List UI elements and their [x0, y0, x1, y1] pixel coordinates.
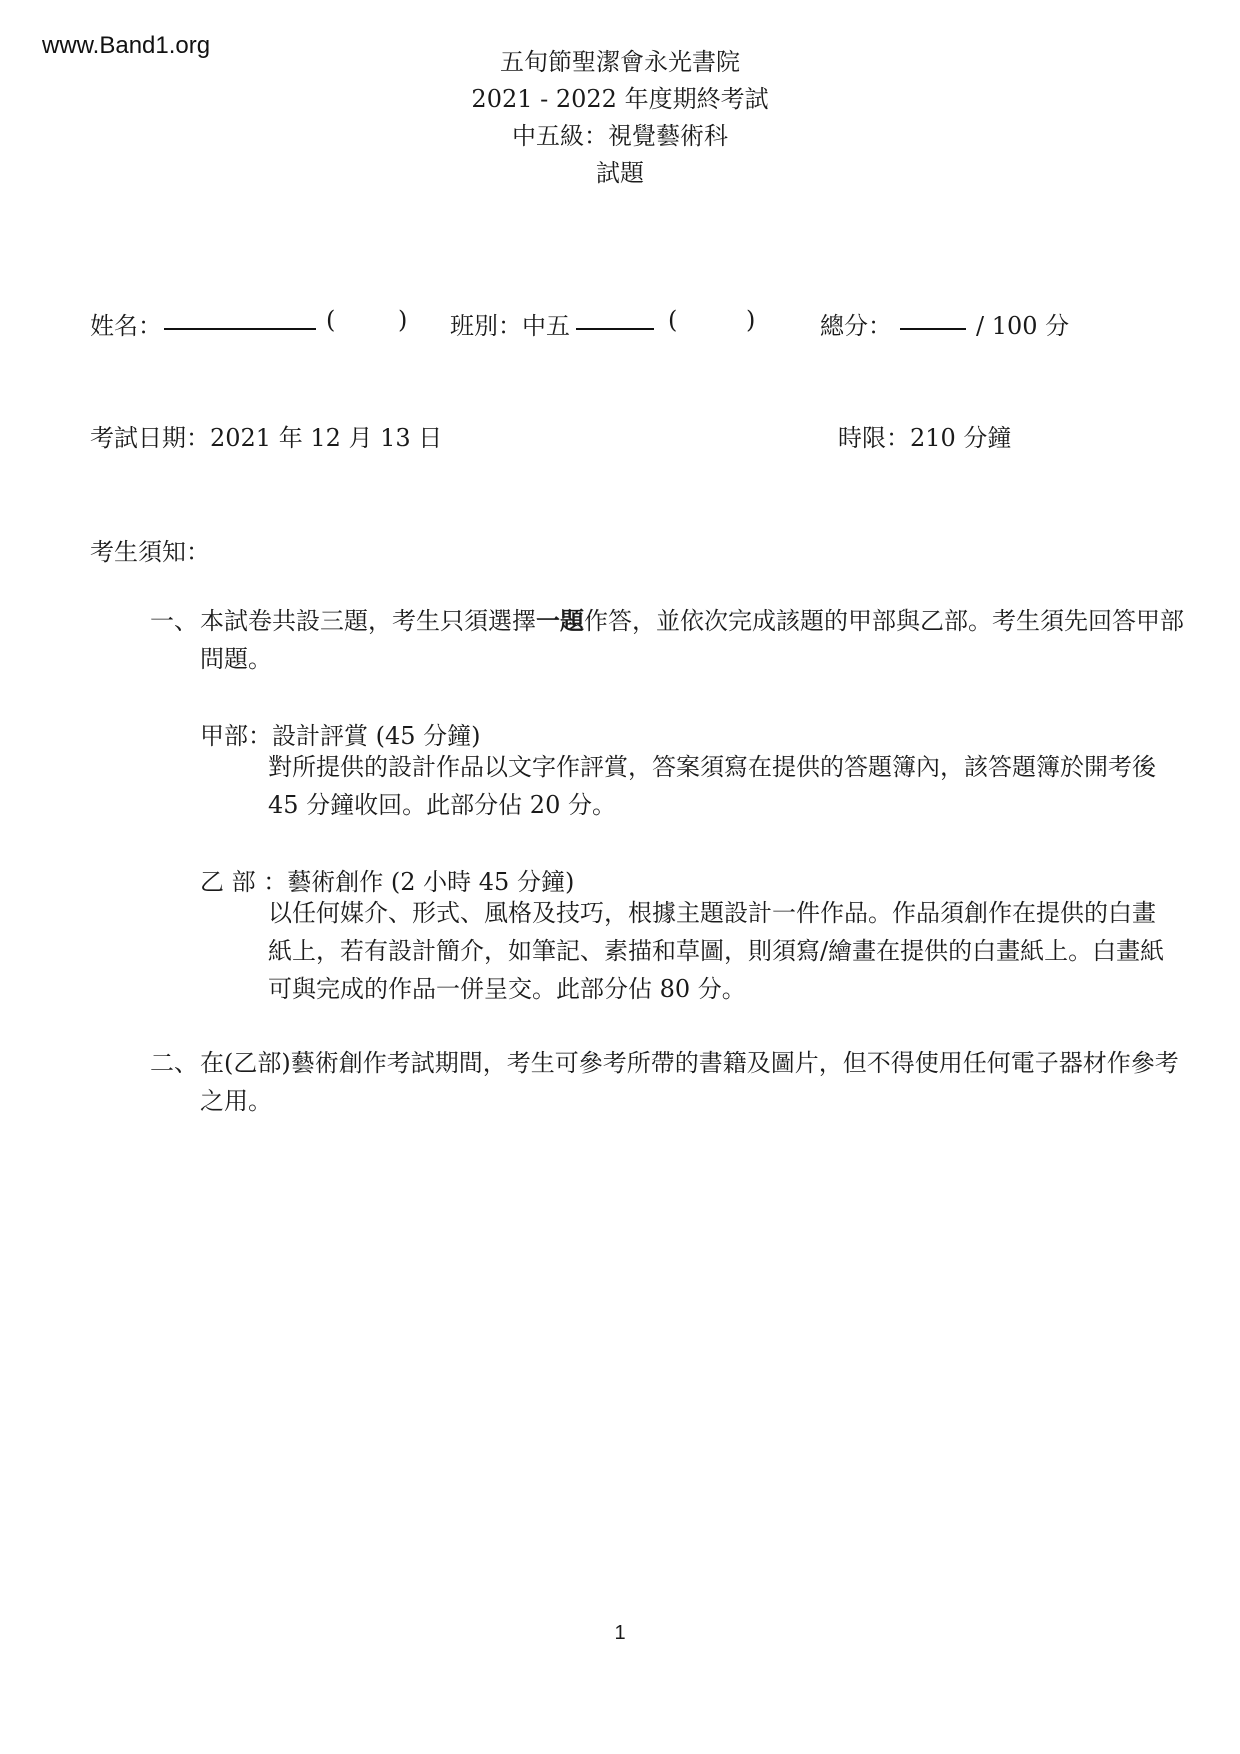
item-2-marker: 二、 — [150, 1049, 198, 1077]
time-limit: 時限：210 分鐘 — [838, 424, 1012, 452]
class-blank-line[interactable] — [576, 306, 654, 336]
school-name: 五旬節聖潔會永光書院 — [500, 48, 740, 76]
item-1-text-before: 本試卷共設三題，考生只須選擇 — [200, 607, 536, 635]
part-b-body: 以任何媒介、形式、風格及技巧，根據主題設計一件作品。作品須創作在提供的白畫紙上，若有設計簡介，如筆記、素描和草圖，則須寫/繪畫在提供的白畫紙上。白畫紙可與完成的作品一併呈交。此部分佔 80 分。 — [268, 899, 1165, 1003]
student-number-paren-close: ) — [398, 306, 408, 334]
subject-title: 中五級：視覺藝術科 — [512, 122, 728, 150]
part-a-title: 甲部：設計評賞 (45 分鐘) — [200, 722, 481, 750]
part-b-title: 乙 部 ：藝術創作 (2 小時 45 分鐘) — [200, 868, 575, 896]
item-1-text-bold: 一題 — [536, 606, 584, 635]
watermark: www.Band1.org — [42, 32, 211, 59]
name-blank-line[interactable] — [164, 306, 316, 336]
name-label: 姓名： — [90, 312, 162, 340]
paper-title: 試題 — [596, 159, 644, 187]
student-number-paren-open: ( — [326, 306, 336, 334]
class-label: 班別：中五 — [450, 312, 570, 340]
item-2-text: 在(乙部)藝術創作考試期間，考生可參考所帶的書籍及圖片，但不得使用任何電子器材作參考之用。 — [200, 1049, 1179, 1115]
score-blank-line[interactable] — [900, 306, 966, 336]
exam-title: 2021 - 2022 年度期終考試 — [471, 85, 769, 113]
item-1-text-after: 作答，並依次完成該題的甲部與乙部。考生須先回答甲部問題。 — [200, 607, 1184, 673]
class-number-paren-open: ( — [668, 306, 678, 334]
page-number: 1 — [614, 1622, 626, 1644]
score-total: / 100 分 — [976, 312, 1070, 340]
exam-header — [0, 44, 1240, 192]
class-number-paren-close: ) — [746, 306, 756, 334]
part-a-body: 對所提供的設計作品以文字作評賞，答案須寫在提供的答題簿內，該答題簿於開考後 45 分鐘收回。此部分佔 20 分。 — [268, 753, 1156, 819]
exam-date: 考試日期：2021 年 12 月 13 日 — [90, 424, 443, 452]
score-label: 總分： — [820, 312, 892, 340]
item-1-marker: 一、 — [150, 607, 198, 635]
notice-title: 考生須知： — [90, 538, 210, 566]
